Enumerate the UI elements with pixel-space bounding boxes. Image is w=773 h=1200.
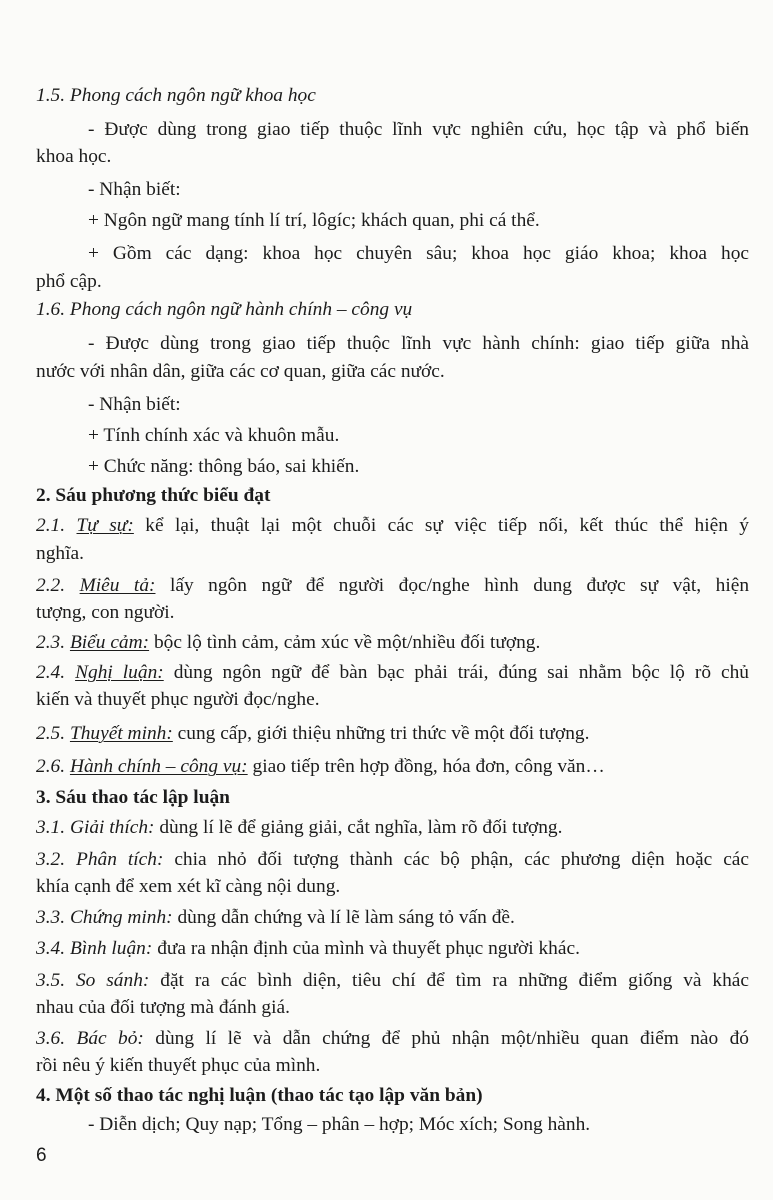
term-label: Bình luận: <box>69 938 153 959</box>
list-item: 3.2. Phân tích: chia nhỏ đối tượng thành các bộ phận, các phương diện hoặc các <box>36 849 750 870</box>
paragraph-line: + Ngôn ngữ mang tính lí trí, lôgíc; khách quan, phi cá thể. <box>88 210 540 231</box>
list-item: 2.1. Tự sự: kể lại, thuật lại một chuỗi các sự việc tiếp nối, kết thúc thể hiện ý <box>36 515 749 536</box>
paragraph-line: nước với nhân dân, giữa các cơ quan, giữa các nước. <box>36 361 445 382</box>
list-item: 3.1. Giải thích: dùng lí lẽ để giảng giải, cắt nghĩa, làm rõ đối tượng. <box>36 817 563 838</box>
paragraph-line: - Được dùng trong giao tiếp thuộc lĩnh vực hành chính: giao tiếp giữa nhà <box>88 333 749 354</box>
paragraph-line: + Gồm các dạng: khoa học chuyên sâu; khoa học giáo khoa; khoa học <box>88 243 749 264</box>
list-item: 2.2. Miêu tả: lấy ngôn ngữ để người đọc/nghe hình dung được sự vật, hiện <box>36 575 750 596</box>
term-label: So sánh: <box>75 970 150 991</box>
term-label: Chứng minh: <box>69 907 173 928</box>
section-2-heading: 2. Sáu phương thức biểu đạt <box>36 485 271 506</box>
term-label: Giải thích: <box>69 817 155 838</box>
paragraph-line: + Tính chính xác và khuôn mẫu. <box>88 425 340 446</box>
list-item: 3.5. So sánh: đặt ra các bình diện, tiêu chí để tìm ra những điểm giống và khác <box>36 970 750 991</box>
list-item: 2.6. Hành chính – công vụ: giao tiếp trên hợp đồng, hóa đơn, công văn… <box>36 756 605 777</box>
paragraph-line: rồi nêu ý kiến thuyết phục của mình. <box>36 1055 321 1076</box>
list-item: 2.3. Biểu cảm: bộc lộ tình cảm, cảm xúc về một/nhiều đối tượng. <box>36 632 541 653</box>
term-label: Miêu tả: <box>79 575 156 596</box>
paragraph-line: nghĩa. <box>36 543 84 564</box>
section-4-heading: 4. Một số thao tác nghị luận (thao tác tạo lập văn bản) <box>36 1085 483 1106</box>
section-1-6-heading: 1.6. Phong cách ngôn ngữ hành chính – công vụ <box>36 299 413 320</box>
term-label: Nghị luận: <box>75 662 164 683</box>
paragraph-line: nhau của đối tượng mà đánh giá. <box>36 997 290 1018</box>
list-item: 2.5. Thuyết minh: cung cấp, giới thiệu những tri thức về một đối tượng. <box>36 723 590 744</box>
paragraph-line: phổ cập. <box>36 271 102 292</box>
section-1-5-heading: 1.5. Phong cách ngôn ngữ khoa học <box>36 85 316 106</box>
term-label: Hành chính – công vụ: <box>69 756 248 777</box>
list-item: 2.4. Nghị luận: dùng ngôn ngữ để bàn bạc phải trái, đúng sai nhằm bộc lộ rõ chủ <box>36 662 749 683</box>
list-item: 3.6. Bác bỏ: dùng lí lẽ và dẫn chứng để phủ nhận một/nhiều quan điểm nào đó <box>36 1028 749 1049</box>
paragraph-line: - Được dùng trong giao tiếp thuộc lĩnh vực nghiên cứu, học tập và phổ biến <box>88 119 749 140</box>
paragraph-line: khía cạnh để xem xét kĩ càng nội dung. <box>36 876 341 897</box>
paragraph-line: + Chức năng: thông báo, sai khiến. <box>88 456 360 477</box>
paragraph-line: - Nhận biết: <box>88 179 181 200</box>
term-label: Phân tích: <box>76 849 164 870</box>
paragraph-line: - Diễn dịch; Quy nạp; Tổng – phân – hợp; Móc xích; Song hành. <box>88 1114 591 1135</box>
list-item: 3.3. Chứng minh: dùng dẫn chứng và lí lẽ làm sáng tỏ vấn đề. <box>36 907 515 928</box>
paragraph-line: tượng, con người. <box>36 602 175 623</box>
term-label: Tự sự: <box>76 515 134 536</box>
paragraph-line: kiến và thuyết phục người đọc/nghe. <box>36 689 320 710</box>
term-label: Biểu cảm: <box>69 632 150 653</box>
term-label: Bác bỏ: <box>76 1028 144 1049</box>
paragraph-line: khoa học. <box>36 146 112 167</box>
term-label: Thuyết minh: <box>69 723 173 744</box>
paragraph-line: - Nhận biết: <box>88 394 181 415</box>
page-number: 6 <box>36 1145 47 1166</box>
list-item: 3.4. Bình luận: đưa ra nhận định của mình và thuyết phục người khác. <box>36 938 580 959</box>
section-3-heading: 3. Sáu thao tác lập luận <box>36 787 230 808</box>
